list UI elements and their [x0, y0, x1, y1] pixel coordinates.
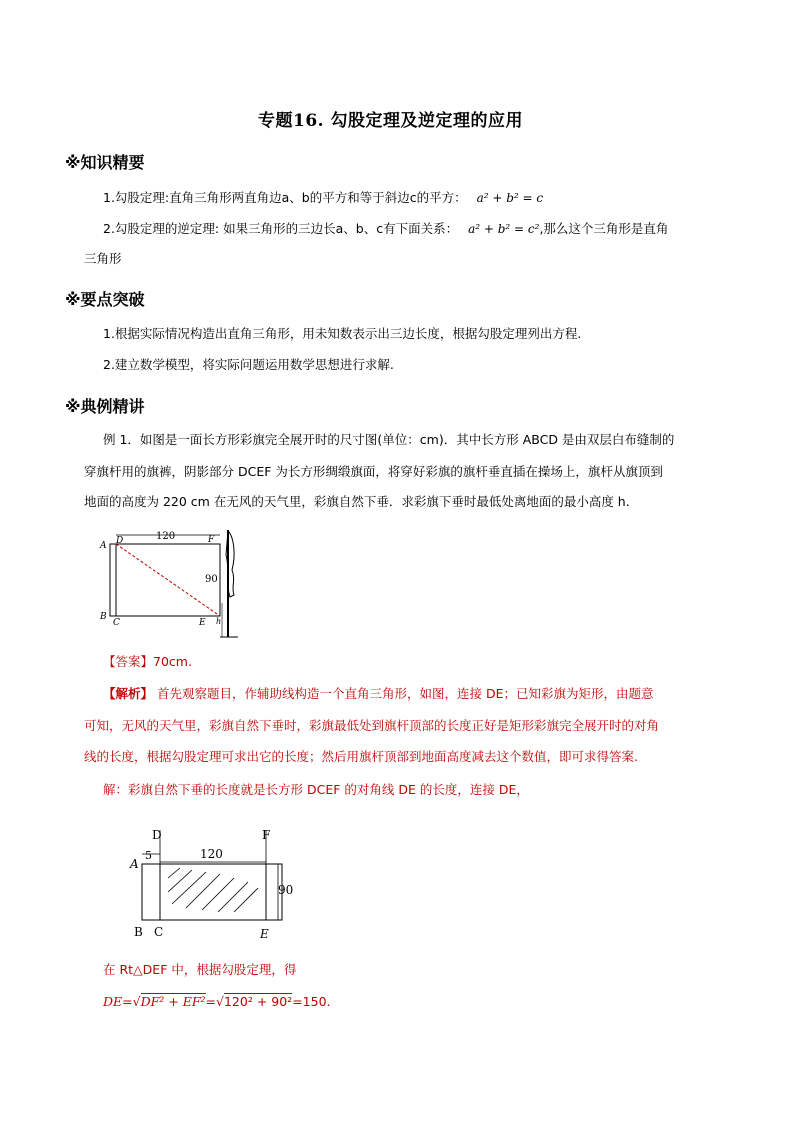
- rt-triangle-line: 在 Rt△DEF 中，根据勾股定理，得: [103, 962, 297, 977]
- figure2-small-label: 5: [145, 849, 152, 862]
- formula-sqrt-df: DF² + EF²: [140, 994, 206, 1009]
- pythagorean-formula: [103, 994, 331, 1010]
- figure1-label-e: E: [199, 618, 206, 628]
- answer: [103, 654, 192, 670]
- example-line-1: 例 1．如图是一面长方形彩旗完全展开时的尺寸图(单位：cm)．其中长方形 ABCD 是由双层白布缝制的: [103, 432, 675, 447]
- section-heading-examples: ※典例精讲: [65, 397, 145, 416]
- knowledge-item-1: [103, 190, 543, 206]
- figure1-height-label: 90: [205, 574, 218, 585]
- answer-value: 70cm.: [153, 654, 192, 669]
- figure2-height-label: 90: [278, 883, 294, 897]
- sqrt-sign-2: √: [216, 994, 224, 1009]
- figure2-label-b: B: [134, 925, 143, 939]
- analysis-line-1-text: 首先观察题目，作辅助线构造一个直角三角形，如图，连接 DE；已知彩旗为矩形，由题意: [157, 686, 654, 701]
- section-heading-knowledge: ※知识精要: [65, 153, 145, 172]
- flag-diagonal-figure: [128, 822, 298, 942]
- formula-result: =150.: [292, 994, 331, 1009]
- figure1-h-label: h: [216, 617, 222, 626]
- figure1-label-c: C: [113, 618, 120, 628]
- sqrt-sign-1: √: [132, 994, 141, 1009]
- figure1-label-a: A: [100, 541, 107, 551]
- figure2-width-label: 120: [200, 847, 223, 861]
- formula-eq: =: [205, 994, 217, 1009]
- analysis-label: 【解析】: [103, 686, 154, 701]
- figure1-width-label: 120: [156, 531, 176, 542]
- example-line-3: 地面的高度为 220 cm 在无风的天气里，彩旗自然下垂．求彩旗下垂时最低处离地面的最小高度 h.: [84, 494, 630, 509]
- keypoint-item-2: 2.建立数学模型，将实际问题运用数学思想进行求解.: [103, 357, 394, 372]
- knowledge-item-2-tail: ,那么这个三角形是直角: [539, 221, 669, 236]
- figure2-label-a: A: [130, 857, 139, 871]
- analysis-line-2: 可知，无风的天气里，彩旗自然下垂时，彩旗最低处到旗杆顶部的长度正好是矩形彩旗完全展开时的对角: [84, 718, 660, 733]
- knowledge-item-1-formula: a² + b² = c: [476, 191, 544, 205]
- figure2-label-d: D: [152, 828, 162, 842]
- knowledge-item-2: [103, 221, 668, 237]
- figure1-label-d: D: [116, 536, 124, 546]
- knowledge-item-2-text: 2.勾股定理的逆定理: 如果三角形的三边长a、b、c有下面关系：: [103, 221, 459, 236]
- formula-sqrt-nums: 120² + 90²: [223, 994, 293, 1009]
- figure1-label-b: B: [100, 612, 107, 622]
- flag-dimension-figure: [96, 525, 266, 640]
- figure2-label-e: E: [260, 927, 269, 941]
- keypoint-item-1: 1.根据实际情况构造出直角三角形，用未知数表示出三边长度，根据勾股定理列出方程.: [103, 326, 582, 341]
- answer-label: 【答案】: [103, 654, 154, 669]
- figure2-hatching: [168, 868, 258, 912]
- figure2-outer-rect: [142, 864, 282, 920]
- figure2-label-f: F: [262, 828, 271, 842]
- formula-de: DE=: [103, 994, 133, 1009]
- knowledge-item-2-formula: a² + b² = c²: [468, 222, 540, 236]
- section-heading-keypoints: ※要点突破: [65, 290, 145, 309]
- knowledge-item-2-line2: 三角形: [84, 251, 122, 266]
- page-title: 专题16. 勾股定理及逆定理的应用: [258, 111, 523, 131]
- knowledge-item-1-text: 1.勾股定理:直角三角形两直角边a、b的平方和等于斜边c的平方：: [103, 190, 467, 205]
- figure1-label-f: F: [208, 535, 215, 545]
- analysis-line-3: 线的长度，根据勾股定理可求出它的长度；然后用旗杆顶部到地面高度减去这个数值，即可求得答案.: [84, 749, 638, 764]
- solution-line: 解：彩旗自然下垂的长度就是长方形 DCEF 的对角线 DE 的长度，连接 DE，: [103, 782, 529, 797]
- example-line-2: 穿旗杆用的旗裤，阴影部分 DCEF 为长方形绸缎旗面，将穿好彩旗的旗杆垂直插在操场上，旗杆从旗顶到: [84, 464, 663, 479]
- figure2-label-c: C: [154, 925, 164, 939]
- figure1-outer-rect: [110, 544, 220, 616]
- analysis-line-1: [103, 686, 654, 702]
